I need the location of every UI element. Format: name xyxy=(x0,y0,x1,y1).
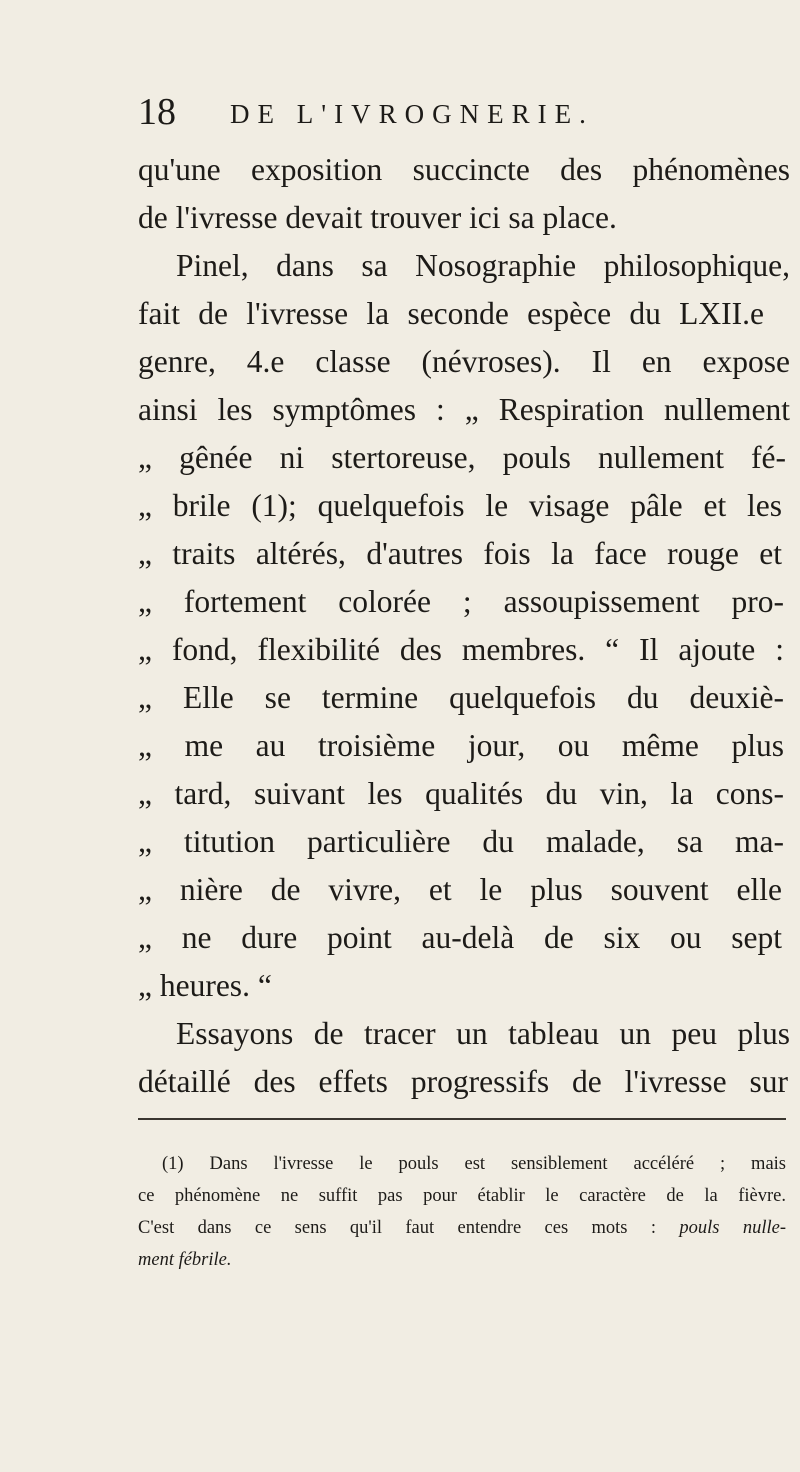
body-line: fait de l'ivresse la seconde espèce du LXII.e xyxy=(138,296,764,331)
footnote-emphasis: pouls nulle- xyxy=(679,1218,786,1238)
body-line: „ ne dure point au-delà de six ou sept xyxy=(138,920,782,955)
body-line: „ nière de vivre, et le plus souvent elle xyxy=(138,872,782,907)
footnote-line xyxy=(138,1214,786,1242)
body-line: „ fortement colorée ; assoupissement pro- xyxy=(138,584,784,619)
page-number: 18 xyxy=(138,91,176,133)
footnote-line: ce phénomène ne suffit pas pour établir le caractère de la fièvre. xyxy=(138,1186,786,1206)
body-line: „ Elle se termine quelquefois du deuxiè- xyxy=(138,680,784,715)
body-line: „ heures. “ xyxy=(138,968,272,1003)
page-header xyxy=(138,92,778,132)
body-line: „ gênée ni stertoreuse, pouls nullement fé- xyxy=(138,440,786,475)
body-line: Pinel, dans sa Nosographie philosophique, xyxy=(176,248,790,283)
body-line: ainsi les symptômes : „ Respiration nullement xyxy=(138,392,790,427)
body-line: „ traits altérés, d'autres fois la face rouge et xyxy=(138,536,782,571)
body-line: de l'ivresse devait trouver ici sa place. xyxy=(138,200,617,235)
running-title: DE L'IVROGNERIE. xyxy=(230,99,594,129)
footnote-line: (1) Dans l'ivresse le pouls est sensiblement accéléré ; mais xyxy=(162,1154,786,1174)
body-line: genre, 4.e classe (névroses). Il en expose xyxy=(138,344,790,379)
footnote-rule xyxy=(138,1118,786,1120)
footnote-emphasis: ment fébrile. xyxy=(138,1250,232,1270)
body-line: „ fond, flexibilité des membres. “ Il ajoute : xyxy=(138,632,784,667)
footnote-text: C'est dans ce sens qu'il faut entendre ces mots : xyxy=(138,1218,680,1238)
body-line: „ tard, suivant les qualités du vin, la cons- xyxy=(138,776,784,811)
body-line: qu'une exposition succincte des phénomènes xyxy=(138,152,790,187)
body-line: „ me au troisième jour, ou même plus xyxy=(138,728,784,763)
body-line: „ brile (1); quelquefois le visage pâle et les xyxy=(138,488,782,523)
body-line: „ titution particulière du malade, sa ma- xyxy=(138,824,784,859)
body-line: détaillé des effets progressifs de l'ivresse sur xyxy=(138,1064,788,1099)
body-line: Essayons de tracer un tableau un peu plus xyxy=(176,1016,790,1051)
